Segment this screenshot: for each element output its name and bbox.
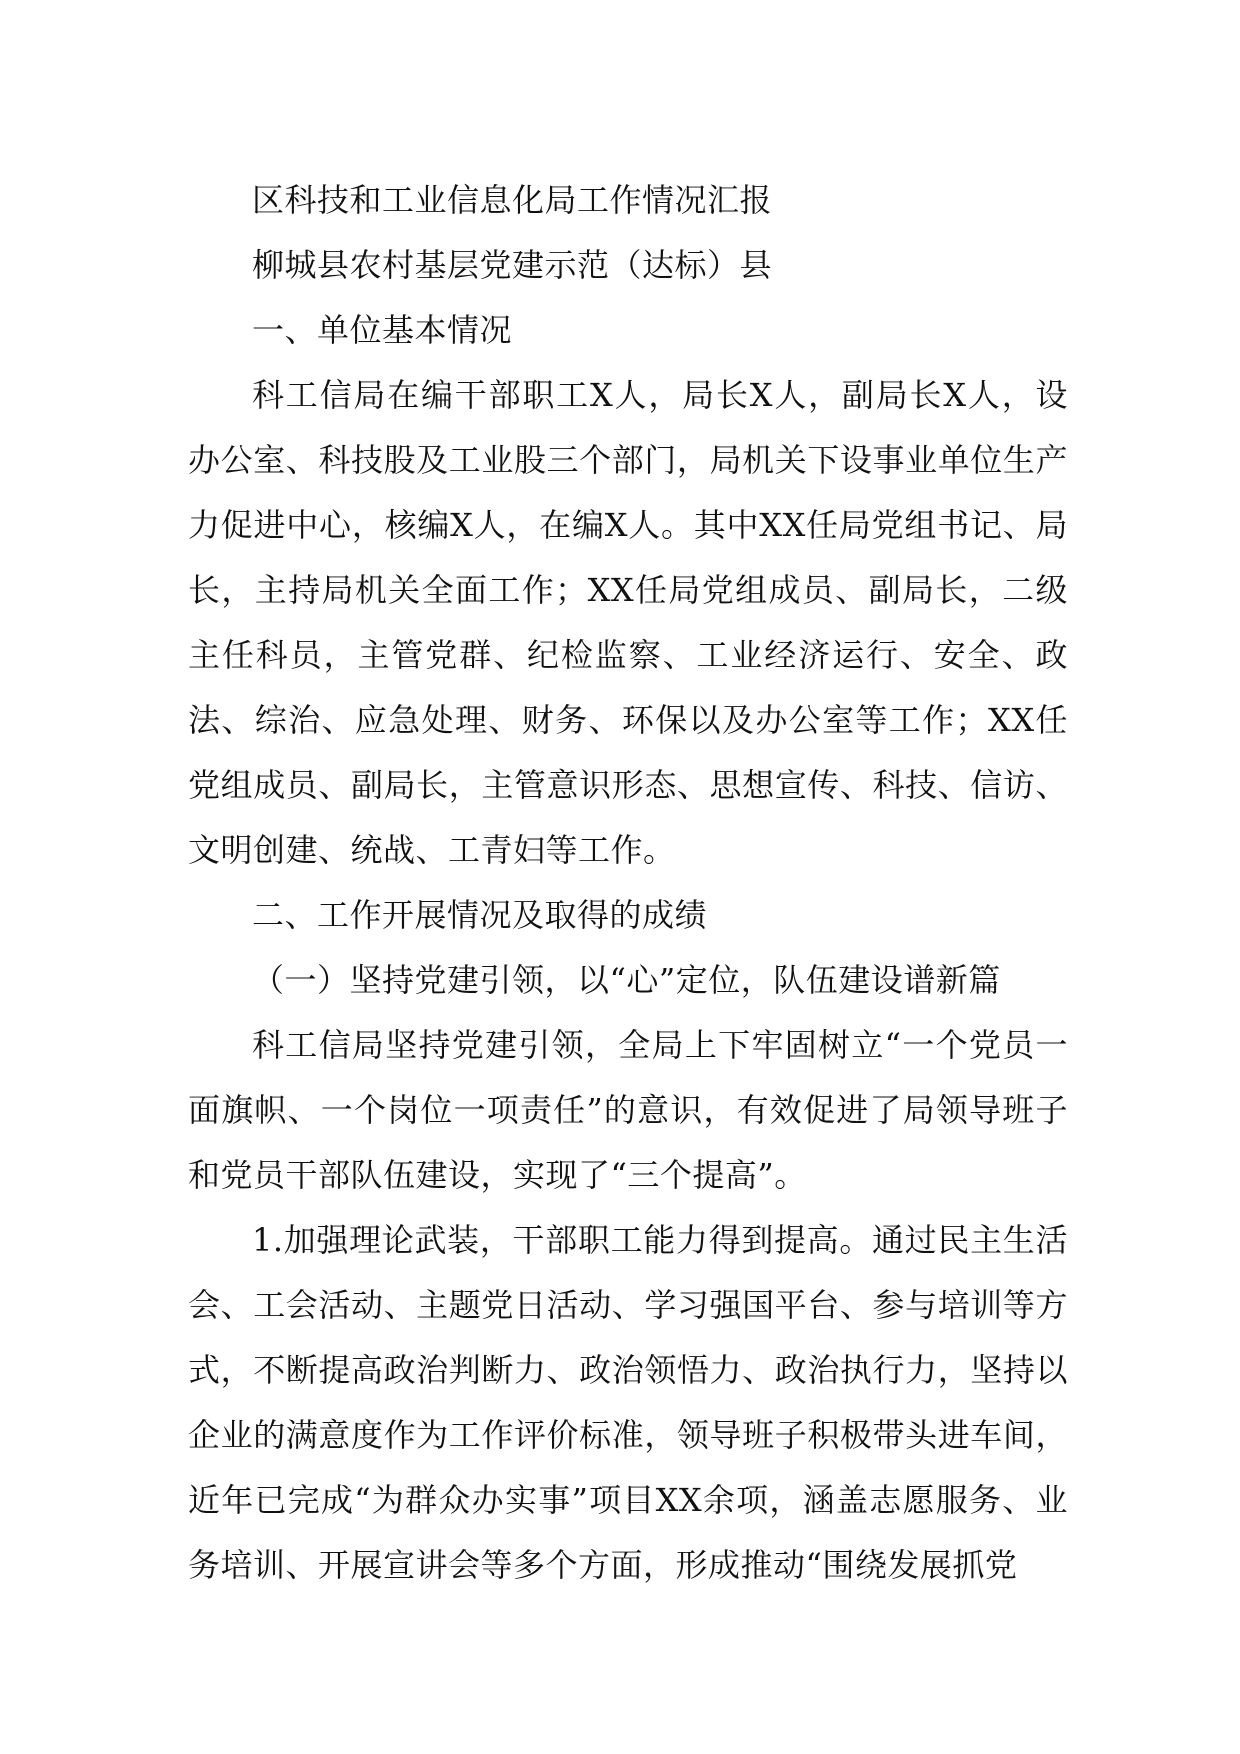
subsection-heading-1: （一）坚持党建引领，以“心”定位，队伍建设谱新篇	[252, 961, 1001, 999]
paragraph-theory-study: 1.加强理论武装，干部职工能力得到提高。通过民主生活会、工会活动、主题党日活动、学习强国平台、参与培训等方式，不断提高政治判断力、政治领悟力、政治执行力，坚持以企业的满意度作为工作评价标准，领导班子积极带头进车间，近年已完成“为群众办实事”项目XX余项，涵盖志愿服务、业务培训、开展宣讲会等多个方面，形成推动“围绕发展抓党	[188, 1221, 1068, 1584]
document-subtitle: 柳城县农村基层党建示范（达标）县	[252, 246, 773, 284]
section-heading-1: 一、单位基本情况	[252, 311, 513, 349]
paragraph-party-building: 科工信局坚持党建引领，全局上下牢固树立“一个党员一面旗帜、一个岗位一项责任”的意识，有效促进了局领导班子和党员干部队伍建设，实现了“三个提高”。	[188, 1026, 1068, 1194]
paragraph-unit-overview: 科工信局在编干部职工X人，局长X人，副局长X人，设办公室、科技股及工业股三个部门，局机关下设事业单位生产力促进中心，核编X人，在编X人。其中XX任局党组书记、局长，主持局机关全面工作；XX任局党组成员、副局长，二级主任科员，主管党群、纪检监察、工业经济运行、安全、政法、综治、应急处理、财务、环保以及办公室等工作；XX任党组成员、副局长，主管意识形态、思想宣传、科技、信访、文明创建、统战、工青妇等工作。	[188, 376, 1068, 869]
document-title: 区科技和工业信息化局工作情况汇报	[252, 181, 773, 219]
section-heading-2: 二、工作开展情况及取得的成绩	[252, 896, 708, 934]
document-body	[188, 168, 1068, 1598]
